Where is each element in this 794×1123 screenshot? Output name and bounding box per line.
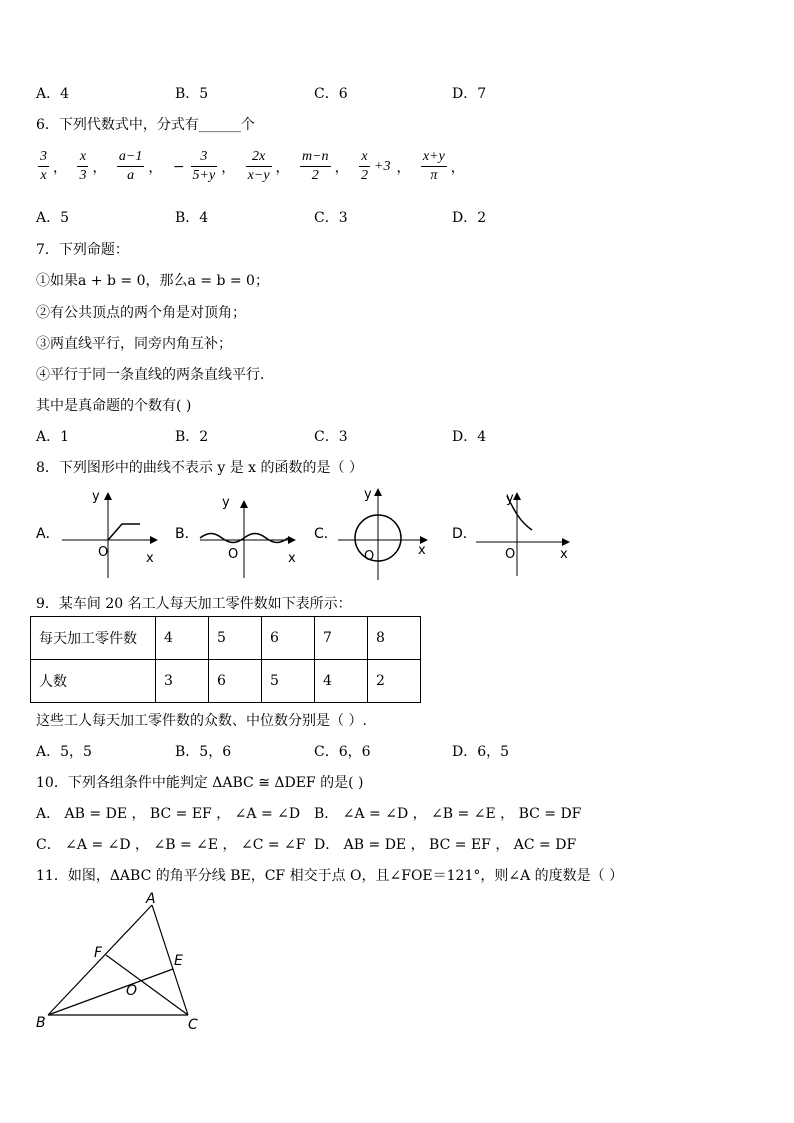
table-cell: 6	[262, 617, 315, 660]
q5-option-a: A．4	[36, 86, 70, 102]
graph-c	[314, 487, 428, 580]
table-row	[31, 617, 421, 660]
graph-b	[175, 495, 296, 578]
graph-d	[452, 491, 570, 576]
graph-d-letter: D．	[452, 526, 477, 542]
bisector-be	[48, 969, 173, 1015]
table-cell: 4	[156, 617, 209, 660]
svg-text:y: y	[506, 491, 514, 506]
q6-stem: 6．下列代数式中，分式有______个	[36, 117, 255, 133]
q6-option-b: B．4	[175, 210, 209, 226]
table-cell: 3	[156, 660, 209, 703]
q9-question: 这些工人每天加工零件数的众数、中位数分别是（ ）.	[36, 713, 367, 729]
expr-5: $\frac{2x}{x-y}$	[247, 149, 270, 183]
q6-option-d: D．2	[452, 210, 487, 226]
table-cell: 2	[368, 660, 421, 703]
svg-text:O: O	[126, 983, 138, 999]
expr-4: $\frac{3}{5+y}$	[192, 149, 216, 183]
svg-text:B: B	[36, 1015, 46, 1031]
svg-text:O: O	[364, 549, 375, 564]
expr-7: $\frac{x}{2}$	[361, 149, 369, 183]
q6-option-c: C．3	[314, 210, 348, 226]
q6-expressions: $\frac{3}{x}$ ， $\frac{x}{3}$ ， $\frac{a-1}{a}$ ， − $\frac{3}{5+y}$ ， $\frac{2x}{x-y}$ ， $\frac{m-n}{2}$ ， $\frac{x}{2}$ +3 ， $\frac{x+y}{\pi}$ ，	[40, 149, 465, 183]
q7-item-3: ③两直线平行，同旁内角互补；	[36, 336, 232, 352]
table-cell: 6	[209, 660, 262, 703]
q7-question: 其中是真命题的个数有( )	[36, 398, 192, 414]
q6-option-a: A．5	[36, 210, 70, 226]
q10-option-c: C． ∠A = ∠D ， ∠B = ∠E ， ∠C = ∠F	[36, 837, 306, 853]
q9-option-b: B．5，6	[175, 744, 232, 760]
table-cell: 人数	[31, 660, 156, 703]
table-cell: 8	[368, 617, 421, 660]
q10-option-b: B． ∠A = ∠D ， ∠B = ∠E ， BC = DF	[314, 806, 582, 822]
q9-stem: 9．某车间 20 名工人每天加工零件数如下表所示：	[36, 596, 352, 612]
q8-stem: 8．下列图形中的曲线不表示 y 是 x 的函数的是（ ）	[36, 460, 363, 476]
graph-a	[36, 489, 158, 578]
graph-a-letter: A．	[36, 526, 60, 542]
q5-option-b: B．5	[175, 86, 209, 102]
q9-option-d: D．6，5	[452, 744, 510, 760]
q8-graphs	[0, 480, 794, 590]
svg-text:O: O	[228, 547, 239, 562]
svg-text:x: x	[560, 547, 568, 562]
q7-option-b: B．2	[175, 429, 209, 445]
expr-3: $\frac{a-1}{a}$	[118, 149, 143, 183]
graph-c-letter: C．	[314, 526, 338, 542]
table-cell: 5	[209, 617, 262, 660]
q7-option-a: A．1	[36, 429, 70, 445]
svg-text:O: O	[98, 545, 109, 560]
q5-option-d: D．7	[452, 86, 487, 102]
graph-b-letter: B．	[175, 526, 199, 542]
q7-item-4: ④平行于同一条直线的两条直线平行．	[36, 367, 274, 383]
q9-option-c: C．6，6	[314, 744, 371, 760]
table-row	[31, 660, 421, 703]
table-cell: 7	[315, 617, 368, 660]
q10-option-d: D． AB = DE ， BC = EF ， AC = DF	[314, 837, 577, 853]
q11-stem: 11．如图，ΔABC 的角平分线 BE，CF 相交于点 O，且∠FOE＝121°，则∠A 的度数是（ ）	[36, 868, 624, 884]
svg-text:x: x	[288, 551, 296, 566]
table-cell: 4	[315, 660, 368, 703]
svg-text:A: A	[146, 891, 156, 907]
q10-stem: 10．下列各组条件中能判定 ΔABC ≅ ΔDEF 的是( )	[36, 775, 364, 791]
q7-option-c: C．3	[314, 429, 348, 445]
q10-option-a: A． AB = DE ， BC = EF ， ∠A = ∠D	[36, 806, 301, 822]
q9-option-a: A．5，5	[36, 744, 92, 760]
expr-8: $\frac{x+y}{\pi}$	[422, 149, 445, 183]
svg-text:O: O	[505, 547, 516, 562]
graph-a-curve	[108, 524, 140, 540]
q7-item-1: ①如果a + b = 0，那么a = b = 0；	[36, 273, 269, 289]
svg-text:y: y	[364, 487, 372, 502]
table-cell: 5	[262, 660, 315, 703]
svg-text:x: x	[418, 543, 426, 558]
expr-6: $\frac{m-n}{2}$	[302, 149, 329, 183]
svg-text:C: C	[188, 1017, 198, 1033]
svg-text:F: F	[94, 945, 103, 961]
q5-option-c: C．6	[314, 86, 348, 102]
svg-text:y: y	[92, 489, 100, 504]
svg-text:y: y	[222, 495, 230, 510]
q7-item-2: ②有公共顶点的两个角是对顶角；	[36, 305, 246, 321]
svg-text:E: E	[174, 953, 183, 969]
q9-table	[30, 616, 421, 703]
q7-stem: 7．下列命题：	[36, 242, 129, 258]
q11-triangle-figure	[0, 885, 260, 1045]
q7-option-d: D．4	[452, 429, 487, 445]
expr-1: $\frac{3}{x}$	[40, 149, 47, 183]
svg-text:x: x	[146, 551, 154, 566]
expr-2: $\frac{x}{3}$	[79, 149, 87, 183]
table-cell: 每天加工零件数	[31, 617, 156, 660]
